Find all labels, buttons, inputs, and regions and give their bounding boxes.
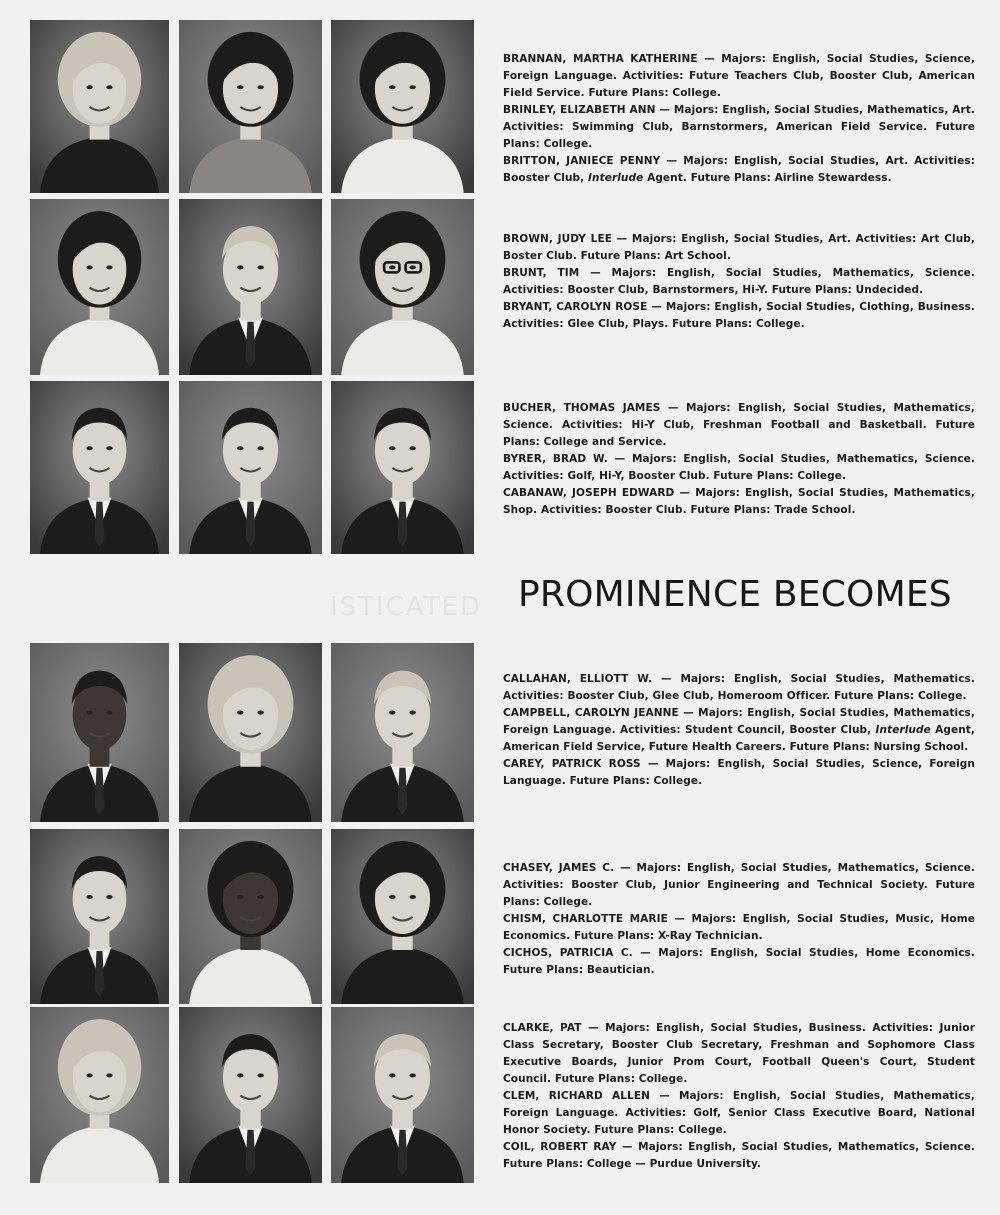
bio-block-1 <box>503 51 975 187</box>
bio-entry: CICHOS, PATRICIA C. — Majors: English, Social Studies, Home Economics. Future Plans: Beautician. <box>503 947 975 976</box>
student-portrait <box>331 381 474 554</box>
bio-entry: CHISM, CHARLOTTE MARIE — Majors: English, Social Studies, Music, Home Economics. Future Plans: X-Ray Technician. <box>503 913 975 942</box>
bio-entry: COIL, ROBERT RAY — Majors: English, Social Studies, Mathematics, Science. Future Plans: College — Purdue University. <box>503 1141 976 1170</box>
student-portrait <box>179 1007 322 1183</box>
bleed-through-text: ISTICATED <box>330 592 482 622</box>
student-portrait <box>331 1007 474 1183</box>
student-portrait <box>179 20 322 193</box>
student-portrait <box>30 829 169 1004</box>
bio-entry: BROWN, JUDY LEE — Majors: English, Social Studies, Art. Activities: Art Club, Boster Club. Future Plans: Art School. <box>503 233 976 262</box>
student-portrait <box>30 643 169 822</box>
bio-entry: BRANNAN, MARTHA KATHERINE — Majors: English, Social Studies, Science, Foreign Language. Activities: Future Teachers Club, Booster Club, American Field Service. Future Plans: College. <box>503 53 975 99</box>
student-portrait <box>30 1007 169 1183</box>
student-portrait <box>331 20 474 193</box>
bio-entry: BUCHER, THOMAS JAMES — Majors: English, Social Studies, Mathematics, Science. Activities: Hi-Y Club, Freshman Football and Basketball. Future Plans: College and Service. <box>503 402 975 448</box>
student-portrait <box>331 829 474 1004</box>
student-portrait <box>30 381 169 554</box>
student-portrait <box>179 829 322 1004</box>
bio-entry: CAMPBELL, CAROLYN JEANNE — Majors: English, Social Studies, Mathematics, Foreign Language. Activities: Student Council, Booster Club, Interlude Agent, American Field Service, Future Health Careers. Future Plans: Nursing School. <box>503 707 975 753</box>
bio-entry: CHASEY, JAMES C. — Majors: English, Social Studies, Mathematics, Science. Activities: Booster Club, Junior Engineering and Technical Society. Future Plans: College. <box>503 862 975 908</box>
student-portrait <box>30 199 169 375</box>
student-portrait <box>331 199 474 375</box>
student-portrait <box>331 643 474 822</box>
bio-entry: CLEM, RICHARD ALLEN — Majors: English, Social Studies, Mathematics, Foreign Language. Activities: Golf, Senior Class Executive Board, National Honor Society. Future Plans: College. <box>503 1090 975 1136</box>
student-portrait <box>179 199 322 375</box>
bio-block-5 <box>503 860 975 979</box>
bio-entry: CAREY, PATRICK ROSS — Majors: English, Social Studies, Science, Foreign Language. Future Plans: College. <box>503 758 975 787</box>
bio-entry: BRYANT, CAROLYN ROSE — Majors: English, Social Studies, Clothing, Business. Activities: Glee Club, Plays. Future Plans: College. <box>503 301 976 330</box>
bio-entry: BRUNT, TIM — Majors: English, Social Studies, Mathematics, Science. Activities: Booster Club, Barnstormers, Hi-Y. Future Plans: Undecided. <box>503 267 975 296</box>
bio-entry: BYRER, BRAD W. — Majors: English, Social Studies, Mathematics, Science. Activities: Golf, Hi-Y, Booster Club. Future Plans: College. <box>503 453 975 482</box>
student-portrait <box>30 20 169 193</box>
bio-block-6 <box>503 1020 975 1173</box>
bio-entry: BRITTON, JANIECE PENNY — Majors: English, Social Studies, Art. Activities: Booster Club, Interlude Agent. Future Plans: Airline Stewardess. <box>503 155 975 184</box>
bio-entry: CABANAW, JOSEPH EDWARD — Majors: English, Social Studies, Mathematics, Shop. Activities: Booster Club. Future Plans: Trade School. <box>503 487 975 516</box>
bio-block-3 <box>503 400 975 519</box>
bio-entry: CLARKE, PAT — Majors: English, Social Studies, Business. Activities: Junior Class Secretary, Booster Club Secretary, Freshman and Sophomore Class Executive Boards, Junior Prom Court, Football Queen's Court, Student Council. Future Plans: College. <box>503 1022 975 1085</box>
student-portrait <box>179 643 322 822</box>
bio-block-4 <box>503 671 975 790</box>
student-portrait <box>179 381 322 554</box>
bio-entry: CALLAHAN, ELLIOTT W. — Majors: English, Social Studies, Mathematics. Activities: Booster Club, Glee Club, Homeroom Officer. Future Plans: College. <box>503 673 975 702</box>
bio-entry: BRINLEY, ELIZABETH ANN — Majors: English, Social Studies, Mathematics, Art. Activities: Swimming Club, Barnstormers, American Field Service. Future Plans: College. <box>503 104 975 150</box>
bio-block-2 <box>503 231 975 333</box>
page-headline: PROMINENCE BECOMES <box>518 574 952 615</box>
